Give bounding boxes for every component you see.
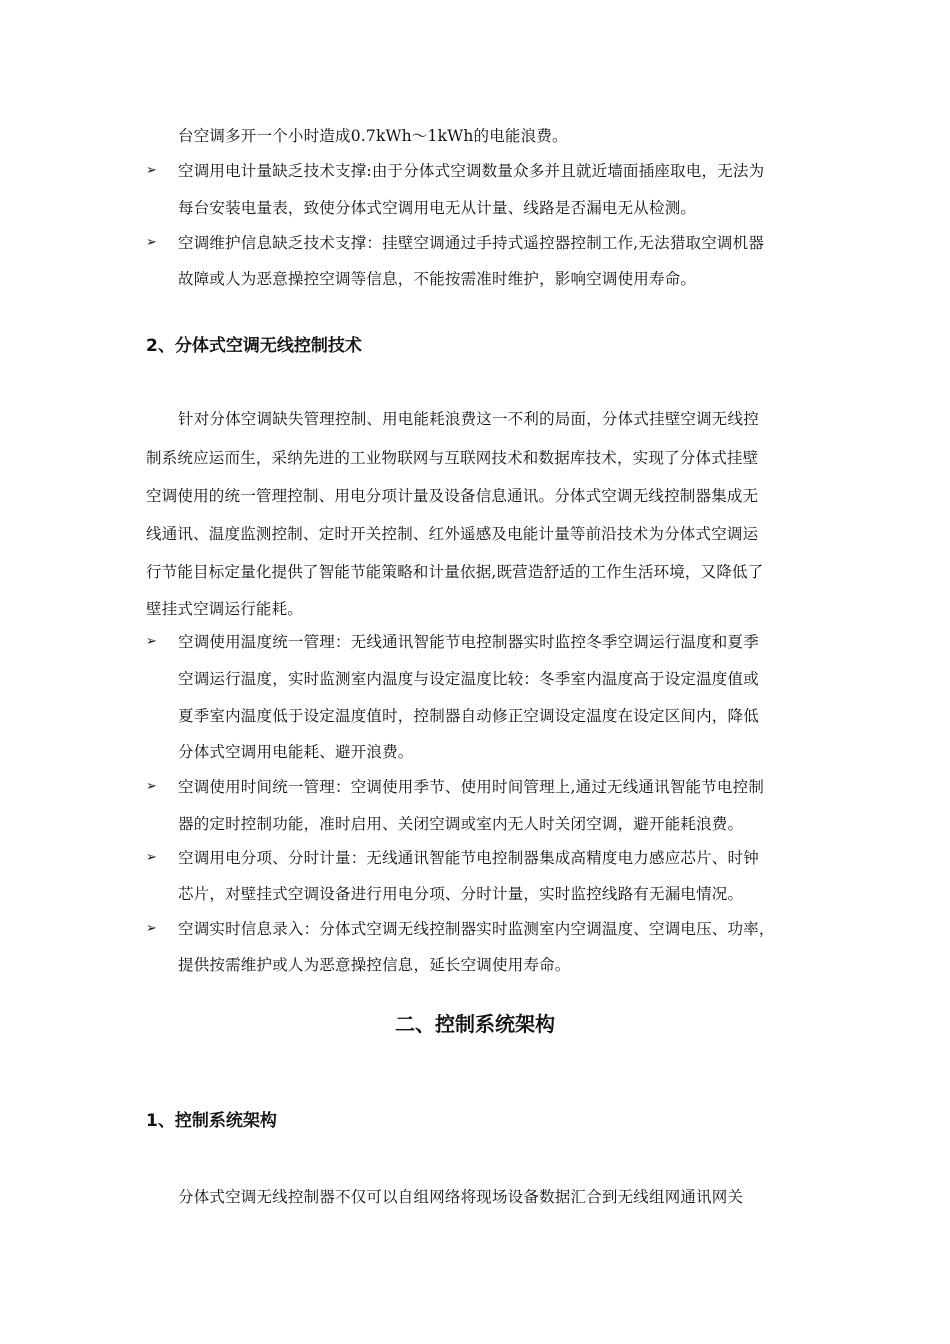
paragraph-line: 分体式空调无线控制器不仅可以自组网络将现场设备数据汇合到无线组网通讯网关 (178, 1188, 744, 1206)
bullet-arrow-icon: ➢ (146, 779, 157, 794)
paragraph-line: 台空调多开一个小时造成0.7kWh～1kWh的电能浪费。 (178, 127, 568, 145)
bullet-arrow-icon: ➢ (146, 921, 157, 936)
section-heading: 2、分体式空调无线控制技术 (146, 336, 362, 356)
list-item-line: 故障或人为恶意操控空调等信息，不能按需准时维护，影响空调使用寿命。 (178, 270, 697, 288)
list-item-line: 每台安装电量表，致使分体式空调用电无从计量、线路是否漏电无从检测。 (178, 199, 697, 217)
paragraph-line: 针对分体空调缺失管理控制、用电能耗浪费这一不利的局面，分体式挂壁空调无线控 (178, 410, 759, 428)
list-item-line: 空调用电分项、分时计量：无线通讯智能节电控制器集成高精度电力感应芯片、时钟 (178, 849, 759, 867)
bullet-arrow-icon: ➢ (146, 163, 157, 178)
list-item-line: 器的定时控制功能，准时启用、关闭空调或室内无人时关闭空调，避开能耗浪费。 (178, 815, 744, 833)
list-item-line: 空调用电计量缺乏技术支撑:由于分体式空调数量众多并且就近墙面插座取电，无法为 (178, 162, 765, 180)
list-item-line: 提供按需维护或人为恶意操控信息，延长空调使用寿命。 (178, 956, 571, 974)
paragraph-line: 行节能目标定量化提供了智能节能策略和计量依据,既营造舒适的工作生活环境，又降低了 (146, 563, 764, 581)
list-item-line: 分体式空调用电能耗、避开浪费。 (178, 743, 414, 761)
list-item-line: 空调使用温度统一管理：无线通讯智能节电控制器实时监控冬季空调运行温度和夏季 (178, 633, 759, 651)
bullet-arrow-icon: ➢ (146, 850, 157, 865)
paragraph-line: 空调使用的统一管理控制、用电分项计量及设备信息通讯。分体式空调无线控制器集成无 (146, 487, 759, 505)
paragraph-line: 壁挂式空调运行能耗。 (146, 600, 304, 618)
list-item-line: 空调实时信息录入：分体式空调无线控制器实时监测室内空调温度、空调电压、功率， (178, 920, 775, 938)
paragraph-line: 线通讯、温度监测控制、定时开关控制、红外遥感及电能计量等前沿技术为分体式空调运 (146, 525, 759, 543)
bullet-arrow-icon: ➢ (146, 634, 157, 649)
section-heading: 1、控制系统架构 (146, 1111, 277, 1131)
bullet-arrow-icon: ➢ (146, 235, 157, 250)
list-item-line: 芯片，对壁挂式空调设备进行用电分项、分时计量，实时监控线路有无漏电情况。 (178, 885, 744, 903)
paragraph-line: 制系统应运而生，采纳先进的工业物联网与互联网技术和数据库技术，实现了分体式挂壁 (146, 449, 759, 467)
chapter-title: 二、控制系统架构 (395, 1012, 555, 1036)
list-item-line: 空调使用时间统一管理：空调使用季节、使用时间管理上,通过无线通讯智能节电控制 (178, 778, 765, 796)
list-item-line: 夏季室内温度低于设定温度值时，控制器自动修正空调设定温度在设定区间内，降低 (178, 707, 759, 725)
list-item-line: 空调运行温度，实时监测室内温度与设定温度比较：冬季室内温度高于设定温度值或 (178, 670, 759, 688)
list-item-line: 空调维护信息缺乏技术支撑：挂壁空调通过手持式遥控器控制工作,无法猎取空调机器 (178, 234, 765, 252)
